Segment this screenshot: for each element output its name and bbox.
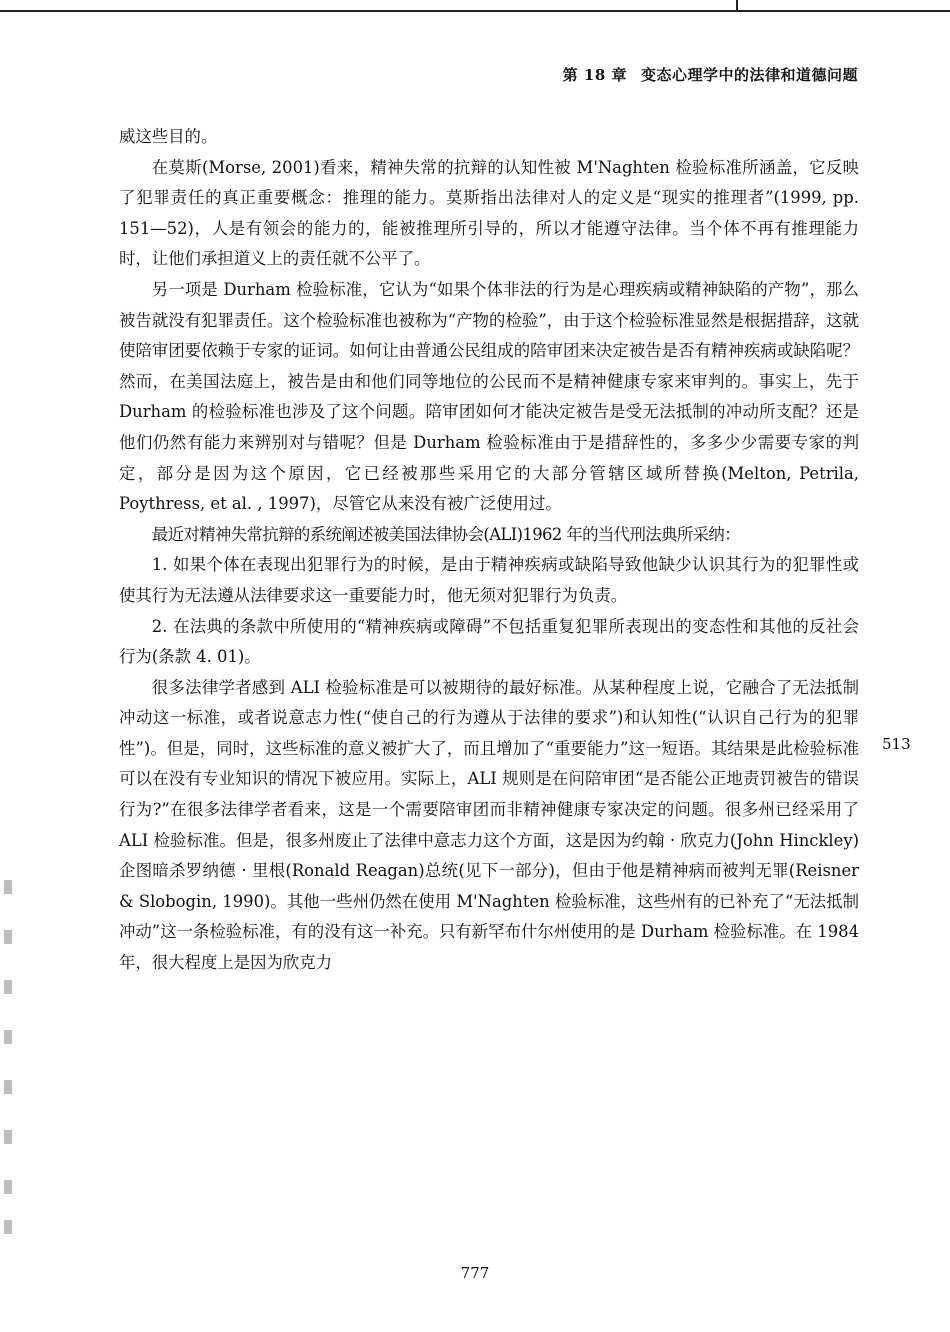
body-text — [119, 122, 859, 979]
chapter-number: 第 18 章 — [562, 66, 627, 84]
margin-page-number: 513 — [882, 735, 911, 753]
page-number: 777 — [460, 1264, 490, 1282]
list-item: 1. 如果个体在表现出犯罪行为的时候，是由于精神疾病或缺陷导致他缺少认识其行为的犯罪性或使其行为无法遵从法律要求这一重要能力时，他无须对犯罪行为负责。 — [119, 555, 859, 605]
paragraph: 另一项是 Durham 检验标准，它认为“如果个体非法的行为是心理疾病或精神缺陷的产物”，那么被告就没有犯罪责任。这个检验标准也被称为“产物的检验”，由于这个检验标准显然是根据措辞，这就使陪审团要依赖于专家的证词。如何让由普通公民组成的陪审团来决定被告是否有精神疾病或缺陷呢？然而，在美国法庭上，被告是由和他们同等地位的公民而不是精神健康专家来审判的。事实上，先于 Durham 的检验标准也涉及了这个问题。陪审团如何才能决定被告是受无法抵制的冲动所支配？还是他们仍然有能力来辨别对与错呢？但是 Durham 检验标准由于是措辞性的，多多少少需要专家的判定，部分是因为这个原因，它已经被那些采用它的大部分管辖区域所替换(Melton, Petrila, Poythress, et al. , 1997)，尽管它从来没有被广泛使用过。 — [119, 279, 859, 514]
bleed-through-marks — [0, 880, 16, 1240]
top-rule — [0, 10, 950, 12]
paragraph: 威这些目的。 — [119, 127, 218, 146]
paragraph: 在莫斯(Morse, 2001)看来，精神失常的抗辩的认知性被 M'Naghten 检验标准所涵盖，它反映了犯罪责任的真正重要概念：推理的能力。莫斯指出法律对人的定义是“现实的推理者”(1999, pp. 151—52)，人是有领会的能力的，能被推理所引导的，所以才能遵守法律。当个体不再有推理能力时，让他们承担道义上的责任就不公平了。 — [119, 157, 859, 269]
running-head — [0, 64, 858, 85]
list-item: 2. 在法典的条款中所使用的“精神疾病或障碍”不包括重复犯罪所表现出的变态性和其他的反社会行为(条款 4. 01)。 — [119, 616, 859, 667]
top-tick-mark — [736, 0, 738, 12]
paragraph: 最近对精神失常抗辩的系统阐述被美国法律协会(ALI)1962 年的当代刑法典所采纳： — [151, 524, 741, 544]
chapter-title: 变态心理学中的法律和道德问题 — [640, 66, 858, 84]
paragraph: 很多法律学者感到 ALI 检验标准是可以被期待的最好标准。从某种程度上说，它融合了无法抵制冲动这一标准，或者说意志力性(“使自己的行为遵从于法律的要求”)和认知性(“认识自己行为的犯罪性”)。但是，同时，这些标准的意义被扩大了，而且增加了“重要能力”这一短语。其结果是此检验标准可以在没有专业知识的情况下被应用。实际上，ALI 规则是在问陪审团“是否能公正地责罚被告的错误行为?”在很多法律学者看来，这是一个需要陪审团而非精神健康专家决定的问题。很多州已经采用了 ALI 检验标准。但是，很多州废止了法律中意志力这个方面，这是因为约翰 · 欣克力(John Hinckley)企图暗杀罗纳德 · 里根(Ronald Reagan)总统(见下一部分)，但由于他是精神病而被判无罪(Reisner & Slobogin, 1990)。其他一些州仍然在使用 M'Naghten 检验标准，这些州有的已补充了“无法抵制冲动”这一条检验标准，有的没有这一补充。只有新罕布什尔州使用的是 Durham 检验标准。在 1984 年，很大程度上是因为欣克力 — [119, 677, 859, 973]
